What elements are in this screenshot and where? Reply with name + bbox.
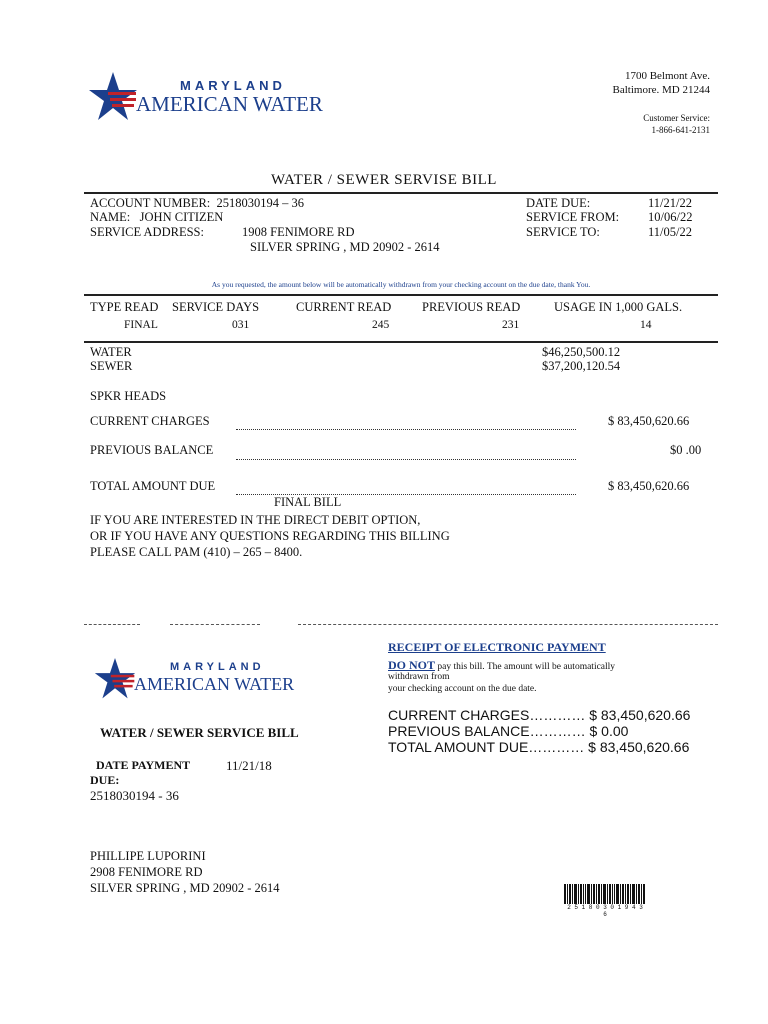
- tear-line-3: [298, 624, 718, 625]
- value-usage: 14: [640, 319, 652, 331]
- auto-withdraw-notice: As you requested, the amount below will be automatically withdrawn from your checking account on the due date, thank You.: [211, 280, 591, 289]
- barcode: [564, 884, 646, 918]
- total-due-amount: $ 83,450,620.66: [608, 479, 690, 493]
- receipt-current-label: CURRENT CHARGES…………: [388, 707, 586, 723]
- title-rule: [84, 192, 718, 194]
- receipt-previous-label: PREVIOUS BALANCE…………: [388, 723, 586, 739]
- tear-line-2: [170, 624, 260, 625]
- tear-line-1: [84, 624, 140, 625]
- account-number: 2518030194 – 36: [216, 196, 305, 210]
- stub-addr-2: SILVER SPRING , MD 20902 - 2614: [90, 881, 280, 895]
- current-charges-amount: $ 83,450,620.66: [608, 414, 690, 428]
- bill-title: WATER / SEWER SERVISE BILL: [271, 172, 497, 188]
- account-number-label: ACCOUNT NUMBER:: [90, 196, 211, 210]
- info-line-1: IF YOU ARE INTERESTED IN THE DIRECT DEBIT OPTION,: [90, 513, 421, 527]
- customer-service-phone: 1-866-641-2131: [651, 125, 710, 135]
- stub-date-label-2: DUE:: [90, 773, 120, 787]
- final-bill-label: FINAL BILL: [274, 495, 342, 509]
- stub-account: 2518030194 - 36: [90, 788, 179, 803]
- sewer-label: SEWER: [90, 359, 133, 373]
- header-current-read: CURRENT READ: [296, 300, 392, 314]
- company-address-1: 1700 Belmont Ave.: [624, 70, 710, 82]
- receipt-total-amount: $ 83,450,620.66: [588, 739, 690, 755]
- total-due-label: TOTAL AMOUNT DUE: [90, 479, 216, 493]
- barcode-icon: [564, 884, 646, 904]
- info-text: [90, 512, 450, 560]
- sewer-amount: $37,200,120.54: [542, 359, 621, 373]
- star-logo-icon: [94, 656, 136, 702]
- receipt-text-2: withdrawn from: [388, 672, 450, 682]
- service-to: 11/05/22: [648, 225, 692, 239]
- service-address-1: 1908 FENIMORE RD: [242, 225, 355, 239]
- current-charges-leader: [236, 429, 576, 430]
- receipt-text-1: pay this bill. The amount will be automatically: [437, 662, 616, 672]
- receipt-title: RECEIPT OF ELECTRONIC PAYMENT: [388, 640, 606, 654]
- info-line-2: OR IF YOU HAVE ANY QUESTIONS REGARDING THIS BILLING: [90, 529, 450, 543]
- company-logo: [88, 70, 348, 130]
- stub-date: 11/21/18: [226, 758, 272, 773]
- header-usage: USAGE IN 1,000 GALS.: [554, 300, 683, 314]
- value-type-read: FINAL: [124, 319, 158, 331]
- date-due: 11/21/22: [648, 196, 692, 210]
- previous-balance-amount: $0 .00: [670, 443, 702, 457]
- company-address-2: Baltimore. MD 21244: [612, 84, 710, 96]
- receipt-previous-amount: $ 0.00: [589, 723, 629, 739]
- service-address-label: SERVICE ADDRESS:: [90, 225, 204, 239]
- stub-logo: [94, 656, 314, 706]
- service-from: 10/06/22: [648, 210, 693, 224]
- service-to-label: SERVICE TO:: [526, 225, 600, 239]
- name-label: NAME:: [90, 210, 131, 224]
- logo-line2: AMERICAN WATER: [136, 92, 323, 116]
- service-from-label: SERVICE FROM:: [526, 210, 620, 224]
- header-previous-read: PREVIOUS READ: [422, 300, 521, 314]
- star-logo-icon: [88, 70, 138, 124]
- water-label: WATER: [90, 345, 132, 359]
- stub-addr-1: 2908 FENIMORE RD: [90, 865, 203, 879]
- info-line-3: PLEASE CALL PAM (410) – 265 – 8400.: [90, 545, 303, 559]
- reading-table: [84, 300, 718, 340]
- customer-name: JOHN CITIZEN: [139, 210, 224, 224]
- value-current-read: 245: [372, 319, 390, 331]
- stub-address: [90, 848, 280, 896]
- value-previous-read: 231: [502, 319, 520, 331]
- stub-name: PHILLIPE LUPORINI: [90, 849, 206, 863]
- stub-title: WATER / SEWER SERVICE BILL: [100, 725, 299, 740]
- stub-logo-line1: MARYLAND: [170, 661, 265, 673]
- barcode-number: 2 5 1 8 0 3 0 1 9 4 3 6: [567, 904, 643, 918]
- stub-logo-line2: AMERICAN WATER: [134, 674, 295, 694]
- service-address-2: SILVER SPRING , MD 20902 - 2614: [250, 240, 440, 254]
- water-amount: $46,250,500.12: [542, 345, 621, 359]
- logo-line1: MARYLAND: [180, 78, 286, 93]
- header-service-days: SERVICE DAYS: [172, 300, 260, 314]
- receipt-text-3: your checking account on the due date.: [388, 684, 537, 694]
- stub-date-label-1: DATE PAYMENT: [96, 758, 191, 772]
- value-service-days: 031: [232, 319, 250, 331]
- date-due-label: DATE DUE:: [526, 196, 591, 210]
- header-type-read: TYPE READ: [90, 300, 159, 314]
- spkr-heads-label: SPKR HEADS: [90, 389, 167, 403]
- receipt-total-label: TOTAL AMOUNT DUE…………: [388, 739, 585, 755]
- current-charges-label: CURRENT CHARGES: [90, 414, 210, 428]
- customer-service-label: Customer Service:: [643, 113, 710, 123]
- previous-balance-leader: [236, 459, 576, 460]
- previous-balance-label: PREVIOUS BALANCE: [90, 443, 214, 457]
- receipt-current-amount: $ 83,450,620.66: [589, 707, 691, 723]
- notice-rule: [84, 294, 718, 296]
- reading-rule: [84, 341, 718, 343]
- do-not-label: DO NOT: [388, 658, 436, 672]
